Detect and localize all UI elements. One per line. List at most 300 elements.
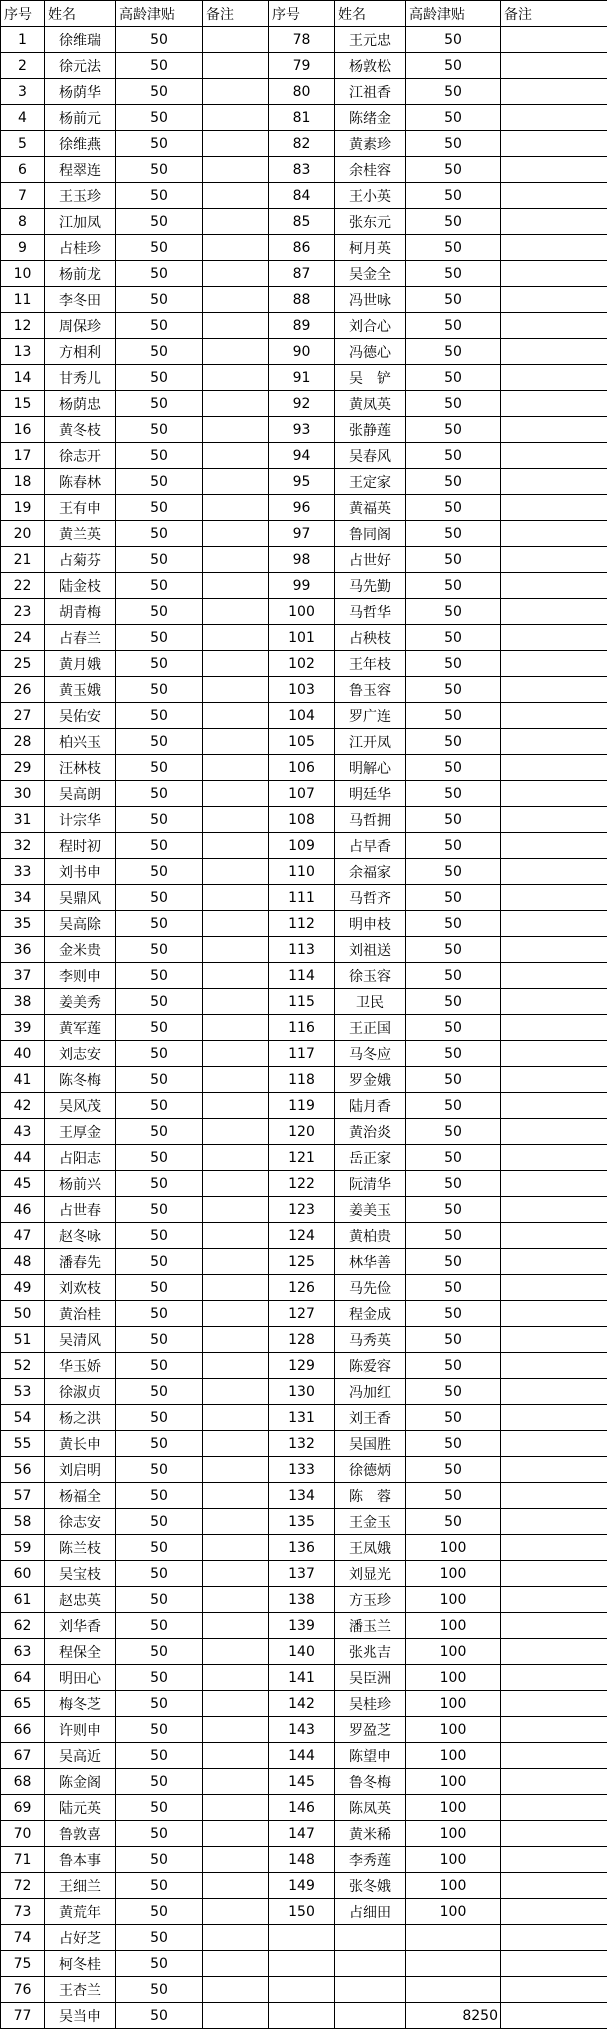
seq-cell: 72 bbox=[1, 1873, 45, 1899]
allowance-cell: 50 bbox=[406, 495, 501, 521]
note-cell bbox=[203, 1847, 269, 1873]
note-cell bbox=[203, 495, 269, 521]
note-cell bbox=[501, 911, 607, 937]
name-cell: 黄冬枝 bbox=[45, 417, 116, 443]
name-cell: 甘秀儿 bbox=[45, 365, 116, 391]
seq-cell: 148 bbox=[269, 1847, 335, 1873]
note-cell bbox=[203, 157, 269, 183]
seq-cell: 91 bbox=[269, 365, 335, 391]
allowance-cell: 50 bbox=[406, 235, 501, 261]
table-row bbox=[1, 365, 607, 391]
seq-cell: 6 bbox=[1, 157, 45, 183]
note-cell bbox=[501, 1249, 607, 1275]
table-row bbox=[1, 1275, 607, 1301]
note-cell bbox=[203, 937, 269, 963]
table-row bbox=[1, 391, 607, 417]
allowance-cell: 50 bbox=[116, 157, 203, 183]
allowance-cell: 50 bbox=[116, 79, 203, 105]
name-cell: 吴当申 bbox=[45, 2003, 116, 2029]
seq-cell: 33 bbox=[1, 859, 45, 885]
seq-cell: 80 bbox=[269, 79, 335, 105]
name-cell: 江加凤 bbox=[45, 209, 116, 235]
note-cell bbox=[501, 1535, 607, 1561]
note-cell bbox=[203, 2003, 269, 2029]
seq-cell: 141 bbox=[269, 1665, 335, 1691]
seq-cell: 77 bbox=[1, 2003, 45, 2029]
seq-cell: 27 bbox=[1, 703, 45, 729]
seq-cell: 63 bbox=[1, 1639, 45, 1665]
note-cell bbox=[203, 1379, 269, 1405]
table-row bbox=[1, 1301, 607, 1327]
seq-cell bbox=[269, 2003, 335, 2029]
seq-cell: 54 bbox=[1, 1405, 45, 1431]
allowance-cell: 50 bbox=[406, 1223, 501, 1249]
table-row bbox=[1, 859, 607, 885]
seq-cell: 114 bbox=[269, 963, 335, 989]
name-cell: 陈凤英 bbox=[335, 1795, 406, 1821]
allowance-cell: 50 bbox=[116, 989, 203, 1015]
note-cell bbox=[501, 859, 607, 885]
seq-cell: 105 bbox=[269, 729, 335, 755]
allowance-cell: 50 bbox=[116, 495, 203, 521]
allowance-cell: 50 bbox=[406, 1405, 501, 1431]
name-cell: 吴春风 bbox=[335, 443, 406, 469]
table-row bbox=[1, 807, 607, 833]
allowance-cell: 50 bbox=[116, 1847, 203, 1873]
seq-cell: 129 bbox=[269, 1353, 335, 1379]
allowance-cell: 50 bbox=[116, 729, 203, 755]
note-cell bbox=[501, 625, 607, 651]
name-cell: 陈春林 bbox=[45, 469, 116, 495]
allowance-cell: 50 bbox=[406, 911, 501, 937]
name-cell: 卫民 bbox=[335, 989, 406, 1015]
note-cell bbox=[501, 443, 607, 469]
seq-cell: 50 bbox=[1, 1301, 45, 1327]
name-cell: 占桂珍 bbox=[45, 235, 116, 261]
note-cell bbox=[501, 1275, 607, 1301]
note-cell bbox=[501, 1769, 607, 1795]
note-cell bbox=[501, 1847, 607, 1873]
name-cell: 占好芝 bbox=[45, 1925, 116, 1951]
allowance-cell: 50 bbox=[116, 183, 203, 209]
allowance-cell: 50 bbox=[116, 235, 203, 261]
allowance-cell: 50 bbox=[406, 1457, 501, 1483]
note-cell bbox=[203, 1405, 269, 1431]
allowance-cell bbox=[406, 1925, 501, 1951]
note-cell bbox=[501, 885, 607, 911]
name-cell: 王小英 bbox=[335, 183, 406, 209]
name-cell: 黄治桂 bbox=[45, 1301, 116, 1327]
note-cell bbox=[501, 1301, 607, 1327]
name-cell: 吴佑安 bbox=[45, 703, 116, 729]
allowance-cell: 50 bbox=[406, 1093, 501, 1119]
seq-cell: 135 bbox=[269, 1509, 335, 1535]
seq-cell: 24 bbox=[1, 625, 45, 651]
note-cell bbox=[501, 417, 607, 443]
name-cell: 冯德心 bbox=[335, 339, 406, 365]
name-cell: 王有申 bbox=[45, 495, 116, 521]
name-cell: 江祖香 bbox=[335, 79, 406, 105]
seq-cell: 69 bbox=[1, 1795, 45, 1821]
seq-cell: 10 bbox=[1, 261, 45, 287]
allowance-cell: 100 bbox=[406, 1691, 501, 1717]
allowance-cell: 50 bbox=[116, 391, 203, 417]
note-cell bbox=[203, 1561, 269, 1587]
seq-cell: 22 bbox=[1, 573, 45, 599]
note-cell bbox=[203, 1925, 269, 1951]
note-cell bbox=[501, 1821, 607, 1847]
note-cell bbox=[203, 1587, 269, 1613]
name-cell: 鲁同阁 bbox=[335, 521, 406, 547]
note-cell bbox=[203, 313, 269, 339]
name-cell: 黄米稀 bbox=[335, 1821, 406, 1847]
seq-cell: 103 bbox=[269, 677, 335, 703]
allowance-cell: 50 bbox=[116, 521, 203, 547]
header-note: 备注 bbox=[501, 1, 607, 27]
name-cell: 明廷华 bbox=[335, 781, 406, 807]
allowance-cell: 100 bbox=[406, 1769, 501, 1795]
note-cell bbox=[203, 989, 269, 1015]
seq-cell: 48 bbox=[1, 1249, 45, 1275]
name-cell: 罗广连 bbox=[335, 703, 406, 729]
seq-cell: 113 bbox=[269, 937, 335, 963]
allowance-cell: 50 bbox=[116, 1483, 203, 1509]
seq-cell: 44 bbox=[1, 1145, 45, 1171]
table-row bbox=[1, 625, 607, 651]
seq-cell: 79 bbox=[269, 53, 335, 79]
seq-cell: 121 bbox=[269, 1145, 335, 1171]
allowance-cell: 100 bbox=[406, 1665, 501, 1691]
seq-cell bbox=[269, 1925, 335, 1951]
note-cell bbox=[501, 573, 607, 599]
seq-cell: 140 bbox=[269, 1639, 335, 1665]
allowance-cell: 50 bbox=[406, 443, 501, 469]
allowance-cell: 50 bbox=[116, 703, 203, 729]
table-row bbox=[1, 1717, 607, 1743]
seq-cell: 83 bbox=[269, 157, 335, 183]
note-cell bbox=[203, 1743, 269, 1769]
note-cell bbox=[501, 157, 607, 183]
name-cell: 华玉娇 bbox=[45, 1353, 116, 1379]
allowance-cell: 50 bbox=[116, 651, 203, 677]
allowance-cell: 50 bbox=[116, 1405, 203, 1431]
seq-cell: 87 bbox=[269, 261, 335, 287]
allowance-cell: 50 bbox=[406, 1067, 501, 1093]
allowance-cell: 50 bbox=[116, 573, 203, 599]
name-cell: 鲁冬梅 bbox=[335, 1769, 406, 1795]
note-cell bbox=[203, 1197, 269, 1223]
header-seq: 序号 bbox=[269, 1, 335, 27]
table-row bbox=[1, 339, 607, 365]
allowance-cell: 50 bbox=[116, 105, 203, 131]
seq-cell: 36 bbox=[1, 937, 45, 963]
table-row bbox=[1, 287, 607, 313]
name-cell: 程金成 bbox=[335, 1301, 406, 1327]
note-cell bbox=[501, 1431, 607, 1457]
note-cell bbox=[203, 911, 269, 937]
name-cell: 马先俭 bbox=[335, 1275, 406, 1301]
seq-cell: 116 bbox=[269, 1015, 335, 1041]
note-cell bbox=[203, 1977, 269, 2003]
name-cell: 计宗华 bbox=[45, 807, 116, 833]
allowance-cell: 50 bbox=[406, 469, 501, 495]
seq-cell: 70 bbox=[1, 1821, 45, 1847]
name-cell: 刘显光 bbox=[335, 1561, 406, 1587]
allowance-cell: 100 bbox=[406, 1613, 501, 1639]
allowance-cell: 50 bbox=[116, 1197, 203, 1223]
seq-cell: 41 bbox=[1, 1067, 45, 1093]
seq-cell: 68 bbox=[1, 1769, 45, 1795]
table-row bbox=[1, 1509, 607, 1535]
name-cell: 吴国胜 bbox=[335, 1431, 406, 1457]
name-cell: 占世好 bbox=[335, 547, 406, 573]
name-cell: 吴 铲 bbox=[335, 365, 406, 391]
note-cell bbox=[501, 807, 607, 833]
name-cell: 陈 蓉 bbox=[335, 1483, 406, 1509]
allowance-cell: 50 bbox=[406, 1275, 501, 1301]
note-cell bbox=[501, 105, 607, 131]
name-cell: 马哲拥 bbox=[335, 807, 406, 833]
header-note: 备注 bbox=[203, 1, 269, 27]
note-cell bbox=[501, 313, 607, 339]
seq-cell: 7 bbox=[1, 183, 45, 209]
table-row bbox=[1, 963, 607, 989]
table-row bbox=[1, 209, 607, 235]
seq-cell: 88 bbox=[269, 287, 335, 313]
note-cell bbox=[501, 391, 607, 417]
allowance-cell bbox=[406, 1951, 501, 1977]
allowance-cell: 50 bbox=[406, 287, 501, 313]
note-cell bbox=[501, 1717, 607, 1743]
seq-cell: 109 bbox=[269, 833, 335, 859]
allowance-cell: 50 bbox=[406, 365, 501, 391]
seq-cell: 85 bbox=[269, 209, 335, 235]
name-cell: 王厚金 bbox=[45, 1119, 116, 1145]
name-cell: 明解心 bbox=[335, 755, 406, 781]
name-cell: 胡青梅 bbox=[45, 599, 116, 625]
table-row bbox=[1, 79, 607, 105]
seq-cell: 30 bbox=[1, 781, 45, 807]
name-cell: 冯世咏 bbox=[335, 287, 406, 313]
name-cell: 林华善 bbox=[335, 1249, 406, 1275]
seq-cell: 145 bbox=[269, 1769, 335, 1795]
name-cell: 陆月香 bbox=[335, 1093, 406, 1119]
note-cell bbox=[203, 573, 269, 599]
seq-cell: 133 bbox=[269, 1457, 335, 1483]
note-cell bbox=[203, 625, 269, 651]
allowance-cell: 50 bbox=[116, 1535, 203, 1561]
allowance-cell: 100 bbox=[406, 1561, 501, 1587]
allowance-cell: 50 bbox=[406, 1379, 501, 1405]
allowance-cell: 50 bbox=[116, 911, 203, 937]
note-cell bbox=[501, 1223, 607, 1249]
note-cell bbox=[501, 599, 607, 625]
table-row bbox=[1, 183, 607, 209]
table-row bbox=[1, 1119, 607, 1145]
allowance-cell: 50 bbox=[116, 1925, 203, 1951]
note-cell bbox=[203, 1145, 269, 1171]
seq-cell: 2 bbox=[1, 53, 45, 79]
name-cell: 潘春先 bbox=[45, 1249, 116, 1275]
allowance-cell: 50 bbox=[406, 963, 501, 989]
allowance-cell: 50 bbox=[406, 755, 501, 781]
seq-cell: 117 bbox=[269, 1041, 335, 1067]
note-cell bbox=[203, 1535, 269, 1561]
allowance-cell: 50 bbox=[406, 79, 501, 105]
seq-cell: 150 bbox=[269, 1899, 335, 1925]
seq-cell: 64 bbox=[1, 1665, 45, 1691]
name-cell: 吴金全 bbox=[335, 261, 406, 287]
seq-cell: 8 bbox=[1, 209, 45, 235]
name-cell: 吴清风 bbox=[45, 1327, 116, 1353]
seq-cell: 143 bbox=[269, 1717, 335, 1743]
allowance-cell: 50 bbox=[116, 547, 203, 573]
name-cell: 黄素珍 bbox=[335, 131, 406, 157]
allowance-cell: 50 bbox=[406, 573, 501, 599]
seq-cell: 47 bbox=[1, 1223, 45, 1249]
note-cell bbox=[501, 1743, 607, 1769]
name-cell: 方玉珍 bbox=[335, 1587, 406, 1613]
allowance-cell: 50 bbox=[116, 755, 203, 781]
allowance-cell: 50 bbox=[116, 859, 203, 885]
seq-cell: 126 bbox=[269, 1275, 335, 1301]
allowance-cell: 50 bbox=[116, 1691, 203, 1717]
seq-cell: 102 bbox=[269, 651, 335, 677]
name-cell: 刘书申 bbox=[45, 859, 116, 885]
allowance-cell: 50 bbox=[406, 651, 501, 677]
allowance-cell: 50 bbox=[116, 209, 203, 235]
name-cell: 杨福全 bbox=[45, 1483, 116, 1509]
table-row bbox=[1, 105, 607, 131]
allowance-cell: 50 bbox=[406, 157, 501, 183]
name-cell: 吴臣洲 bbox=[335, 1665, 406, 1691]
table-row bbox=[1, 729, 607, 755]
allowance-cell: 50 bbox=[116, 1977, 203, 2003]
name-cell: 杨敦松 bbox=[335, 53, 406, 79]
seq-cell: 18 bbox=[1, 469, 45, 495]
note-cell bbox=[203, 1353, 269, 1379]
note-cell bbox=[203, 1821, 269, 1847]
seq-cell: 71 bbox=[1, 1847, 45, 1873]
note-cell bbox=[501, 1925, 607, 1951]
allowance-cell: 50 bbox=[406, 313, 501, 339]
seq-cell: 62 bbox=[1, 1613, 45, 1639]
seq-cell: 49 bbox=[1, 1275, 45, 1301]
note-cell bbox=[501, 365, 607, 391]
allowance-cell: 50 bbox=[116, 1743, 203, 1769]
allowance-cell: 50 bbox=[116, 1795, 203, 1821]
seq-cell: 16 bbox=[1, 417, 45, 443]
name-cell: 余桂容 bbox=[335, 157, 406, 183]
allowance-cell: 50 bbox=[116, 1301, 203, 1327]
name-cell: 徐维瑞 bbox=[45, 27, 116, 53]
note-cell bbox=[203, 1665, 269, 1691]
note-cell bbox=[501, 287, 607, 313]
table-row bbox=[1, 235, 607, 261]
seq-cell: 81 bbox=[269, 105, 335, 131]
table-row bbox=[1, 1379, 607, 1405]
allowance-cell: 50 bbox=[116, 1249, 203, 1275]
seq-cell: 12 bbox=[1, 313, 45, 339]
note-cell bbox=[203, 27, 269, 53]
name-cell: 马秀英 bbox=[335, 1327, 406, 1353]
name-cell: 吴风茂 bbox=[45, 1093, 116, 1119]
allowance-cell: 50 bbox=[116, 885, 203, 911]
note-cell bbox=[203, 1171, 269, 1197]
seq-cell: 59 bbox=[1, 1535, 45, 1561]
allowance-cell: 50 bbox=[406, 105, 501, 131]
name-cell: 徐元法 bbox=[45, 53, 116, 79]
header-name: 姓名 bbox=[45, 1, 116, 27]
seq-cell: 20 bbox=[1, 521, 45, 547]
name-cell: 黄治炎 bbox=[335, 1119, 406, 1145]
note-cell bbox=[501, 27, 607, 53]
seq-cell: 130 bbox=[269, 1379, 335, 1405]
name-cell: 徐志安 bbox=[45, 1509, 116, 1535]
note-cell bbox=[203, 1275, 269, 1301]
note-cell bbox=[203, 1951, 269, 1977]
seq-cell: 128 bbox=[269, 1327, 335, 1353]
note-cell bbox=[501, 963, 607, 989]
seq-cell: 146 bbox=[269, 1795, 335, 1821]
seq-cell: 21 bbox=[1, 547, 45, 573]
name-cell: 杨荫华 bbox=[45, 79, 116, 105]
seq-cell: 78 bbox=[269, 27, 335, 53]
seq-cell: 65 bbox=[1, 1691, 45, 1717]
table-row bbox=[1, 1145, 607, 1171]
note-cell bbox=[203, 261, 269, 287]
allowance-cell: 50 bbox=[406, 1353, 501, 1379]
table-row bbox=[1, 443, 607, 469]
allowance-cell bbox=[406, 1977, 501, 2003]
seq-cell: 35 bbox=[1, 911, 45, 937]
table-row bbox=[1, 1249, 607, 1275]
allowance-cell: 50 bbox=[406, 1197, 501, 1223]
table-row bbox=[1, 495, 607, 521]
note-cell bbox=[203, 1431, 269, 1457]
name-cell: 吴高朗 bbox=[45, 781, 116, 807]
allowance-cell: 50 bbox=[116, 1457, 203, 1483]
name-cell bbox=[335, 2003, 406, 2029]
allowance-cell: 50 bbox=[116, 339, 203, 365]
table-row bbox=[1, 833, 607, 859]
name-cell: 程翠连 bbox=[45, 157, 116, 183]
seq-cell: 60 bbox=[1, 1561, 45, 1587]
table-row bbox=[1, 1483, 607, 1509]
name-cell: 明申枝 bbox=[335, 911, 406, 937]
header-row bbox=[1, 1, 607, 27]
note-cell bbox=[501, 53, 607, 79]
note-cell bbox=[501, 1483, 607, 1509]
name-cell: 黄玉娥 bbox=[45, 677, 116, 703]
note-cell bbox=[203, 677, 269, 703]
allowance-cell: 50 bbox=[406, 209, 501, 235]
name-cell: 陈望申 bbox=[335, 1743, 406, 1769]
note-cell bbox=[203, 963, 269, 989]
note-cell bbox=[501, 781, 607, 807]
name-cell: 梅冬芝 bbox=[45, 1691, 116, 1717]
name-cell: 刘志安 bbox=[45, 1041, 116, 1067]
table-row bbox=[1, 157, 607, 183]
allowance-cell: 50 bbox=[116, 781, 203, 807]
table-row bbox=[1, 937, 607, 963]
seq-cell: 37 bbox=[1, 963, 45, 989]
seq-cell: 86 bbox=[269, 235, 335, 261]
note-cell bbox=[203, 339, 269, 365]
name-cell: 占阳志 bbox=[45, 1145, 116, 1171]
note-cell bbox=[501, 261, 607, 287]
table-row bbox=[1, 469, 607, 495]
